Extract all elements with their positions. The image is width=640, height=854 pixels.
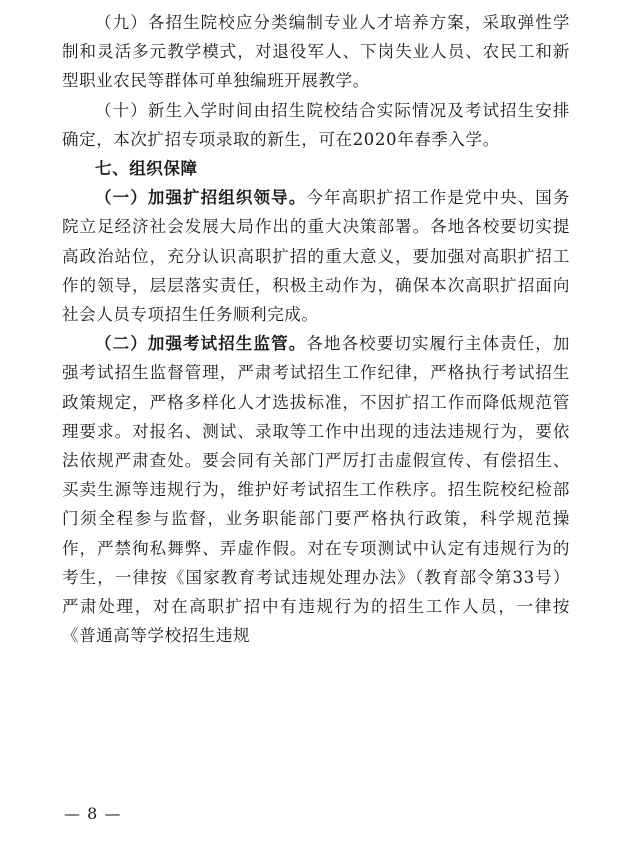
section-paragraph-one (62, 183, 570, 329)
section-heading: 七、组织保障 (95, 159, 198, 179)
paragraph-nine (62, 8, 570, 96)
document-body (62, 8, 570, 650)
paragraph-nine-text: （九）各招生院校应分类编制专业人才培养方案，采取弹性学制和灵活多元教学模式，对退役军人、下岗失业人员、农民工和新型职业农民等群体可单独编班开展教学。 (62, 13, 570, 91)
paragraph-ten-text: （十）新生入学时间由招生院校结合实际情况及考试招生安排确定，本次扩招专项录取的新生，可在2020年春季入学。 (62, 100, 570, 149)
page-number: — 8 — (64, 804, 122, 823)
section-paragraph-two-text: 各地各校要切实履行主体责任，加强考试招生监督管理，严肃考试招生工作纪律，严格执行考试招生政策规定，严格多样化人才选拔标准，不因扩招工作而降低规范管理要求。对报名、测试、录取等工作中出现的违法违规行为，要依法依规严肃查处。要会同有关部门严厉打击虚假宣传、有偿招生、买卖生源等违规行为，维护好考试招生工作秩序。招生院校纪检部门须全程参与监督，业务职能部门要严格执行政策，科学规范操作，严禁徇私舞弊、弄虚作假。对在专项测试中认定有违规行为的考生，一律按《国家教育考试违规处理办法》（教育部令第33号）严肃处理，对在高职扩招中有违规行为的招生工作人员，一律按《普通高等学校招生违规 (62, 334, 571, 646)
section-paragraph-two-lead: （二）加强考试招生监管。 (95, 334, 307, 354)
section-paragraph-two (62, 329, 570, 650)
section-paragraph-one-lead: （一）加强扩招组织领导。 (95, 188, 307, 208)
section-paragraph-one-text: 今年高职扩招工作是党中央、国务院立足经济社会发展大局作出的重大决策部署。各地各校要切实提高政治站位，充分认识高职扩招的重大意义，要加强对高职扩招工作的领导，层层落实责任，积极主动作为，确保本次高职扩招面向社会人员专项招生任务顺利完成。 (62, 188, 571, 325)
paragraph-ten (62, 96, 570, 154)
